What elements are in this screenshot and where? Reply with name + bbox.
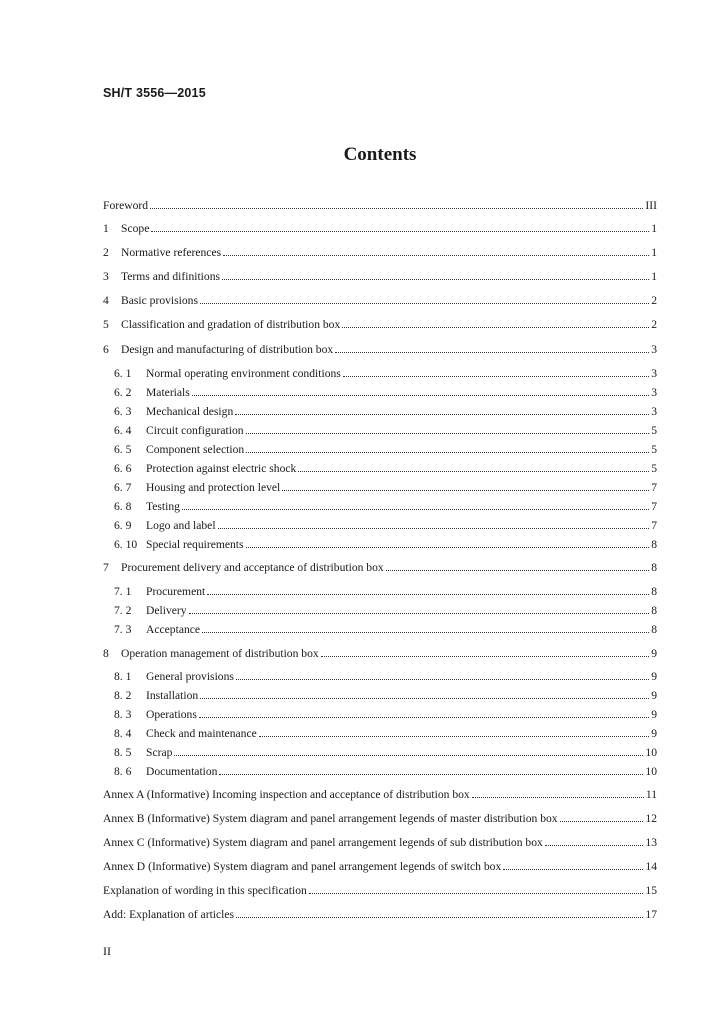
toc-entry[interactable] [114, 764, 657, 780]
toc-entry-title: Explanation of wording in this specification [103, 884, 307, 897]
toc-dot-leader [236, 916, 643, 918]
toc-dot-leader [207, 593, 649, 595]
toc-entry[interactable] [114, 385, 657, 401]
toc-entry-page: 10 [645, 746, 657, 759]
toc-entry[interactable] [114, 442, 657, 458]
toc-entry-number: 7. 3 [114, 623, 132, 636]
toc-entry-title: Scope [121, 222, 150, 235]
toc-entry[interactable] [103, 859, 657, 875]
toc-dot-leader [236, 678, 649, 680]
toc-entry-number: 6. 6 [114, 462, 132, 475]
toc-dot-leader [309, 892, 644, 894]
toc-entry-title: Acceptance [146, 623, 201, 636]
toc-entry-title: Delivery [146, 604, 187, 617]
toc-entry[interactable] [114, 726, 657, 742]
toc-entry-number: 3 [103, 270, 109, 283]
toc-entry-title: Operations [146, 708, 197, 721]
toc-entry[interactable] [114, 745, 657, 761]
toc-entry-page: 13 [645, 836, 657, 849]
toc-dot-leader [335, 351, 649, 353]
toc-entry-title: Normative references [121, 246, 222, 259]
toc-entry[interactable] [103, 221, 657, 237]
toc-entry-page: 5 [651, 424, 657, 437]
toc-entry-number: 6. 8 [114, 500, 132, 513]
toc-entry[interactable] [114, 480, 657, 496]
toc-entry-page: 7 [651, 500, 657, 513]
toc-entry-page: 7 [651, 519, 657, 532]
toc-entry[interactable] [114, 603, 657, 619]
toc-dot-leader [246, 451, 649, 453]
toc-entry-title: Protection against electric shock [146, 462, 297, 475]
toc-dot-leader [560, 820, 644, 822]
toc-entry-page: 2 [651, 294, 657, 307]
toc-entry-page: 3 [651, 367, 657, 380]
toc-dot-leader [202, 631, 649, 633]
toc-entry-title: Documentation [146, 765, 218, 778]
toc-dot-leader [199, 716, 649, 718]
toc-entry-title: Mechanical design [146, 405, 234, 418]
toc-entry-number: 7 [103, 561, 109, 574]
toc-dot-leader [200, 697, 649, 699]
toc-entry-title: Testing [146, 500, 180, 513]
toc-entry[interactable] [103, 317, 657, 333]
toc-entry-title: Installation [146, 689, 199, 702]
toc-entry[interactable] [114, 688, 657, 704]
toc-entry[interactable] [103, 907, 657, 923]
toc-entry[interactable] [114, 707, 657, 723]
toc-entry[interactable] [103, 811, 657, 827]
document-code: SH/T 3556—2015 [103, 86, 206, 100]
toc-entry-title: Normal operating environment conditions [146, 367, 341, 380]
toc-entry[interactable] [103, 293, 657, 309]
toc-entry-page: 2 [651, 318, 657, 331]
toc-entry[interactable] [103, 646, 657, 662]
toc-entry[interactable] [103, 269, 657, 285]
toc-entry-title: Annex C (Informative) System diagram and panel arrangement legends of sub distribution box [103, 836, 543, 849]
toc-entry[interactable] [103, 560, 657, 576]
toc-entry-number: 8. 1 [114, 670, 132, 683]
toc-dot-leader [472, 796, 644, 798]
toc-entry-page: 9 [651, 727, 657, 740]
toc-dot-leader [235, 413, 649, 415]
toc-entry[interactable] [103, 883, 657, 899]
toc-entry[interactable] [114, 518, 657, 534]
toc-entry-page: 12 [645, 812, 657, 825]
toc-entry-page: 8 [651, 604, 657, 617]
toc-dot-leader [192, 394, 649, 396]
toc-entry-title: Terms and difinitions [121, 270, 221, 283]
toc-dot-leader [218, 527, 650, 529]
page-number: II [103, 944, 111, 958]
toc-entry-title: Foreword [103, 199, 149, 212]
toc-entry[interactable] [114, 423, 657, 439]
toc-entry-title: Annex D (Informative) System diagram and panel arrangement legends of switch box [103, 860, 502, 873]
toc-entry-title: Procurement [146, 585, 206, 598]
toc-dot-leader [222, 278, 649, 280]
toc-dot-leader [150, 207, 643, 209]
toc-entry-page: 3 [651, 343, 657, 356]
toc-entry-number: 8. 6 [114, 765, 132, 778]
toc-dot-leader [219, 773, 643, 775]
toc-entry-page: 9 [651, 708, 657, 721]
toc-entry-number: 6. 1 [114, 367, 132, 380]
toc-entry[interactable] [103, 198, 657, 214]
toc-entry-title: Basic provisions [121, 294, 198, 307]
toc-entry-page: 5 [651, 443, 657, 456]
toc-entry-number: 6. 9 [114, 519, 132, 532]
toc-dot-leader [342, 326, 649, 328]
toc-entry-number: 8. 4 [114, 727, 132, 740]
toc-dot-leader [503, 868, 643, 870]
toc-entry-number: 6 [103, 343, 109, 356]
toc-entry[interactable] [103, 787, 657, 803]
toc-dot-leader [343, 375, 649, 377]
toc-entry-number: 6. 7 [114, 481, 132, 494]
toc-entry-number: 6. 5 [114, 443, 132, 456]
toc-entry[interactable] [114, 622, 657, 638]
toc-entry-number: 8. 2 [114, 689, 132, 702]
toc-dot-leader [545, 844, 644, 846]
toc-entry[interactable] [114, 461, 657, 477]
toc-entry-title: Annex A (Informative) Incoming inspection and acceptance of distribution box [103, 788, 470, 801]
toc-dot-leader [189, 612, 650, 614]
toc-entry-title: Special requirements [146, 538, 244, 551]
toc-entry-page: 1 [651, 246, 657, 259]
toc-entry[interactable] [114, 669, 657, 685]
toc-entry-number: 8 [103, 647, 109, 660]
toc-entry-page: 8 [651, 561, 657, 574]
page-title: Contents [343, 144, 417, 165]
toc-entry-page: 9 [651, 689, 657, 702]
toc-entry-title: Classification and gradation of distribution box [121, 318, 341, 331]
toc-entry-number: 6. 2 [114, 386, 132, 399]
toc-entry-page: 11 [645, 788, 657, 801]
toc-entry-number: 7. 1 [114, 585, 132, 598]
toc-entry-number: 6. 4 [114, 424, 132, 437]
toc-dot-leader [321, 655, 650, 657]
toc-entry-title: Circuit configuration [146, 424, 244, 437]
toc-entry-title: Logo and label [146, 519, 216, 532]
toc-entry-page: III [645, 199, 657, 212]
toc-entry-title: Component selection [146, 443, 245, 456]
toc-entry-number: 6. 10 [114, 538, 138, 551]
toc-entry[interactable] [114, 366, 657, 382]
toc-dot-leader [282, 489, 649, 491]
toc-entry-title: Procurement delivery and acceptance of distribution box [121, 561, 384, 574]
toc-entry[interactable] [114, 404, 657, 420]
toc-dot-leader [246, 546, 650, 548]
toc-entry-page: 14 [645, 860, 657, 873]
toc-entry-page: 8 [651, 538, 657, 551]
toc-entry-title: Materials [146, 386, 190, 399]
toc-entry[interactable] [103, 245, 657, 261]
toc-entry-page: 8 [651, 585, 657, 598]
toc-entry-number: 8. 5 [114, 746, 132, 759]
toc-entry-title: Add: Explanation of articles [103, 908, 235, 921]
toc-dot-leader [182, 508, 649, 510]
toc-dot-leader [386, 569, 650, 571]
toc-entry[interactable] [103, 835, 657, 851]
toc-entry-title: Housing and protection level [146, 481, 281, 494]
toc-entry-number: 6. 3 [114, 405, 132, 418]
toc-entry-page: 9 [651, 670, 657, 683]
toc-entry-page: 3 [651, 405, 657, 418]
toc-entry-title: Design and manufacturing of distribution box [121, 343, 334, 356]
toc-entry-page: 17 [645, 908, 657, 921]
toc-entry-title: Operation management of distribution box [121, 647, 319, 660]
toc-entry-number: 1 [103, 222, 109, 235]
toc-dot-leader [223, 254, 649, 256]
toc-entry-number: 4 [103, 294, 109, 307]
toc-entry[interactable] [114, 584, 657, 600]
toc-dot-leader [200, 302, 649, 304]
toc-entry-title: Check and maintenance [146, 727, 257, 740]
toc-dot-leader [246, 432, 650, 434]
toc-dot-leader [298, 470, 649, 472]
toc-entry[interactable] [114, 499, 657, 515]
toc-entry-number: 2 [103, 246, 109, 259]
toc-entry-page: 3 [651, 386, 657, 399]
toc-entry[interactable] [103, 342, 657, 358]
toc-entry-number: 7. 2 [114, 604, 132, 617]
toc-entry-number: 8. 3 [114, 708, 132, 721]
toc-entry[interactable] [114, 537, 657, 553]
toc-entry-page: 1 [651, 270, 657, 283]
toc-entry-page: 9 [651, 647, 657, 660]
toc-dot-leader [151, 230, 649, 232]
toc-entry-page: 1 [651, 222, 657, 235]
toc-entry-title: Scrap [146, 746, 173, 759]
toc-dot-leader [259, 735, 649, 737]
toc-dot-leader [174, 754, 643, 756]
toc-entry-page: 5 [651, 462, 657, 475]
toc-entry-page: 8 [651, 623, 657, 636]
toc-entry-page: 10 [645, 765, 657, 778]
toc-entry-page: 15 [645, 884, 657, 897]
toc-entry-number: 5 [103, 318, 109, 331]
toc-entry-page: 7 [651, 481, 657, 494]
toc-entry-title: General provisions [146, 670, 234, 683]
toc-entry-title: Annex B (Informative) System diagram and panel arrangement legends of master distribution box [103, 812, 558, 825]
